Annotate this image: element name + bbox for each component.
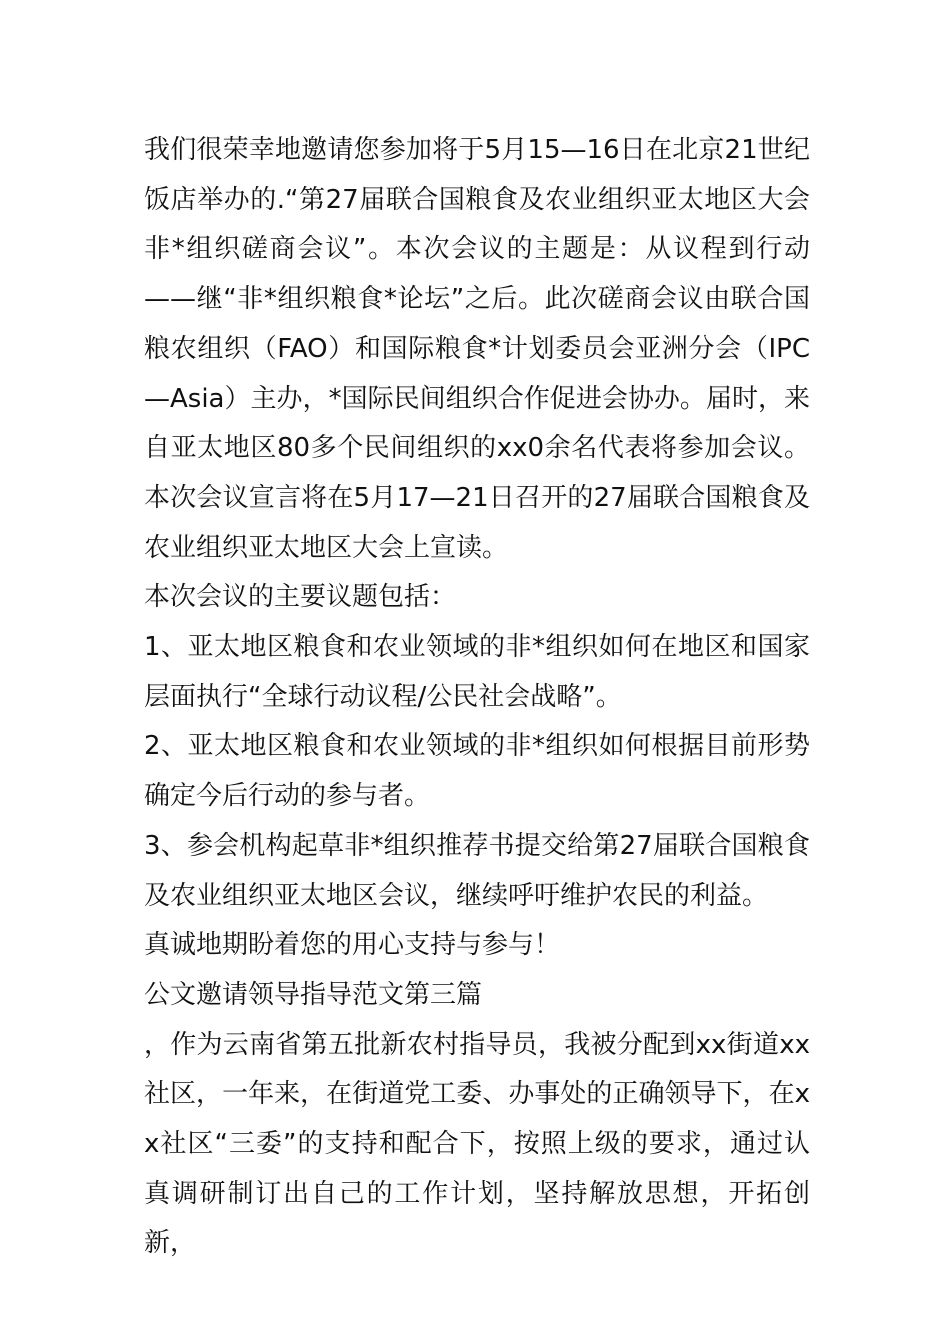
closing-line: 真诚地期盼着您的用心支持与参与！ [144,930,561,961]
section-heading: 公文邀请领导指导范文第三篇 [144,979,483,1010]
topic-item-3: 3、参会机构起草非*组织推荐书提交给第27届联合国粮食及农业组织亚太地区会议，继续呼吁维护农民的利益。 [144,830,810,911]
topic-item-1: 1、亚太地区粮食和农业领域的非*组织如何在地区和国家层面执行“全球行动议程/公民社会战略”。 [144,632,810,712]
topic-item-2: 2、亚太地区粮食和农业领域的非*组织如何根据目前形势确定今后行动的参与者。 [144,731,810,812]
report-paragraph: ，作为云南省第五批新农村指导员，我被分配到xx街道xx社区，一年来，在街道党工委、办事处的正确领导下，在xx社区“三委”的支持和配合下，按照上级的要求，通过认真调研制订出自己的工作计划，坚持解放思想，开拓创新， [144,1029,810,1259]
invitation-paragraph: 我们很荣幸地邀请您参加将于5月15—16日在北京21世纪饭店举办的.“第27届联合国粮食及农业组织亚太地区大会非*组织磋商会议”。本次会议的主题是：从议程到行动——继“非*组织粮食*论坛”之后。此次磋商会议由联合国粮农组织（FAO）和国际粮食*计划委员会亚洲分会（IPC—Asia）主办，*国际民间组织合作促进会协办。届时，来自亚太地区80多个民间组织的xx0余名代表将参加会议。本次会议宣言将在5月17—21日召开的27届联合国粮食及农业组织亚太地区大会上宣读。 [144,135,810,563]
document-body [144,126,810,1269]
topics-intro: 本次会议的主要议题包括： [144,582,457,613]
